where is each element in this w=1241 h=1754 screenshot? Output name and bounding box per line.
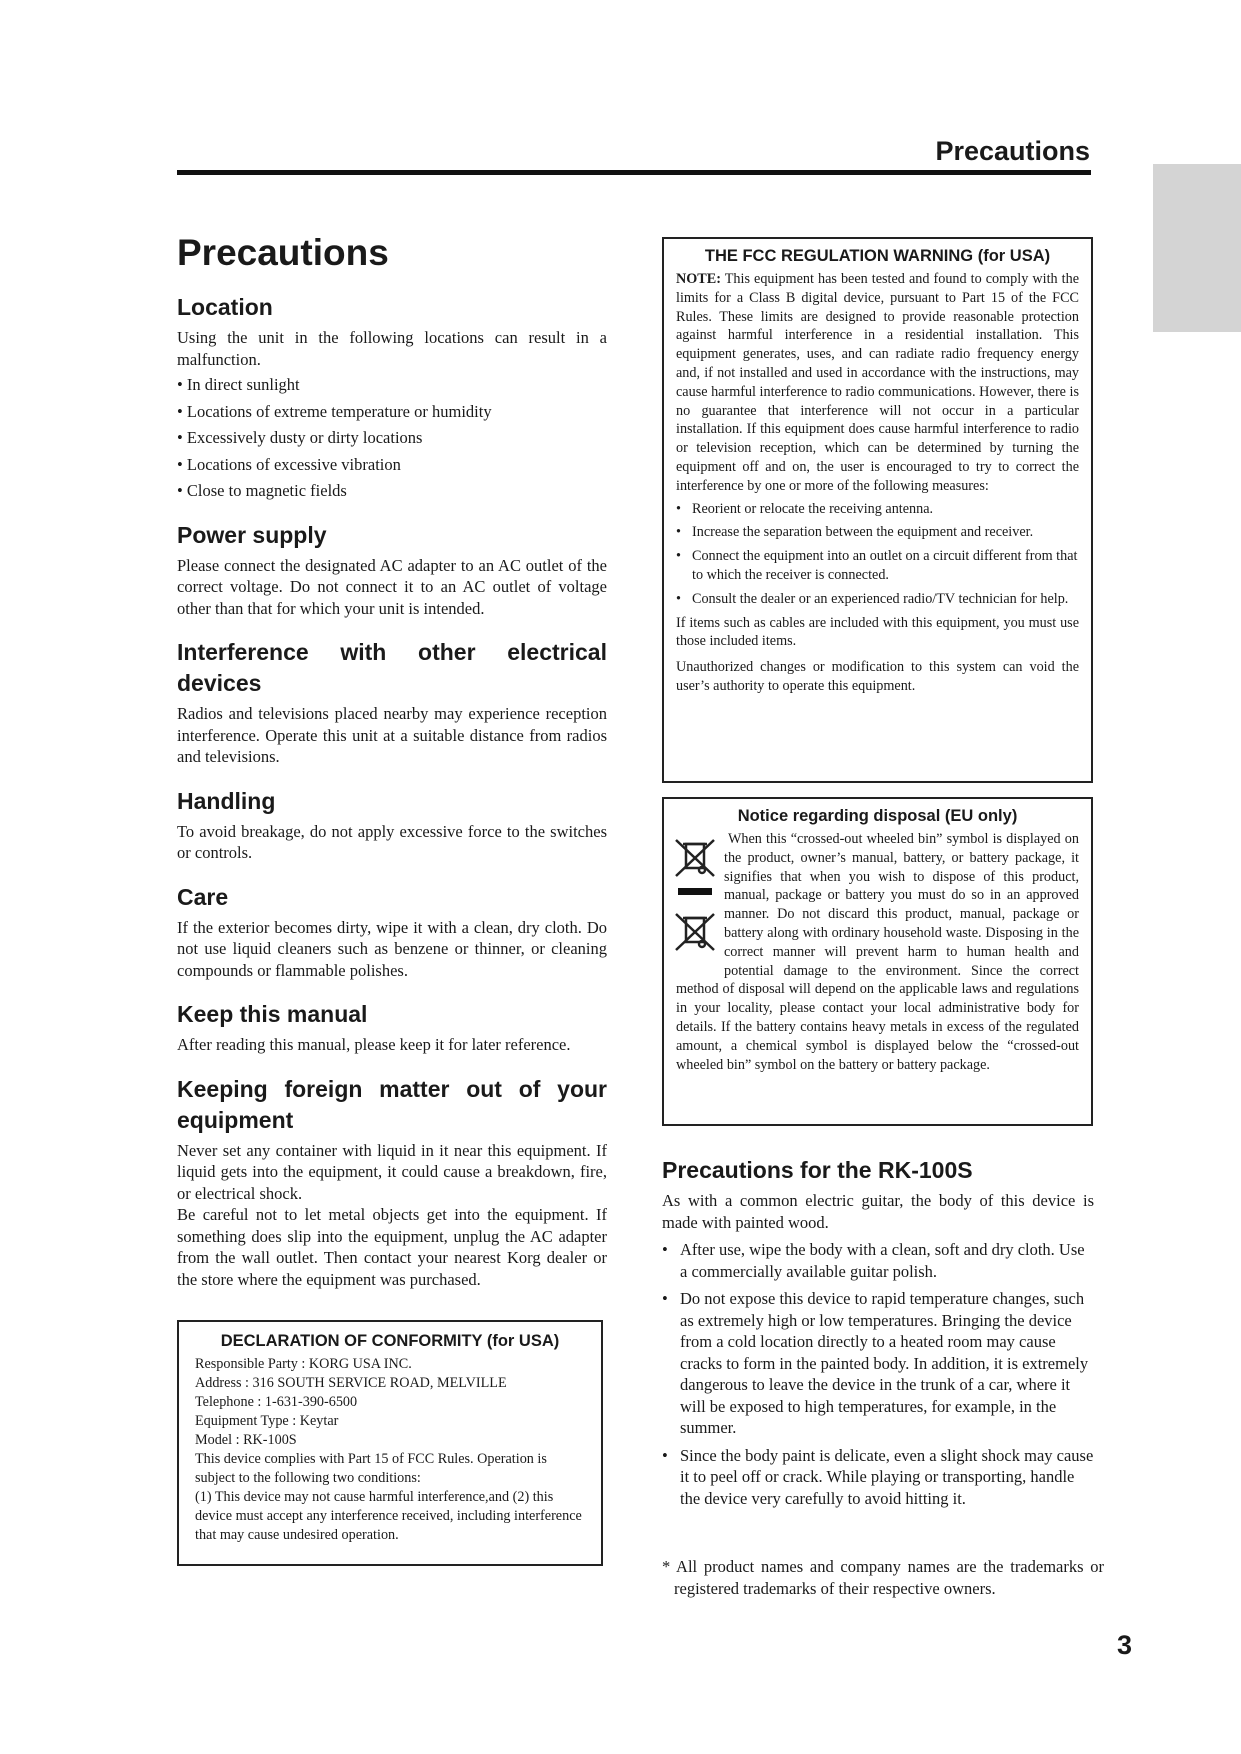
list-item: • Close to magnetic fields [177, 480, 607, 502]
interference-heading: Interference with other electrical devices [177, 639, 607, 696]
rk-intro: As with a common electric guitar, the body of this device is made with painted wood. [662, 1191, 1094, 1232]
rk-list [662, 1239, 1094, 1509]
foreign-body-1: Never set any container with liquid in it near this equipment. If liquid gets into the equipment, it could cause a breakdown, fire, or electrical shock. [177, 1140, 607, 1203]
care-body: If the exterior becomes dirty, wipe it with a clean, dry cloth. Do not use liquid cleaners such as benzene or thinner, or cleaning compounds or flammable polishes. [177, 917, 607, 980]
fcc-note [676, 270, 1079, 496]
trademark-footnote: * All product names and company names are the trademarks or registered trademarks of their respective owners. [662, 1557, 1104, 1598]
fcc-measures [676, 500, 1079, 609]
keep-body: After reading this manual, please keep it for later reference. [177, 1035, 571, 1054]
note-label: NOTE: [676, 271, 721, 287]
declaration-line: (1) This device may not cause harmful interference,and (2) this device must accept any interference received, including interference that may cause undesired operation. [195, 1489, 582, 1543]
disposal-heading: Notice regarding disposal (EU only) [737, 807, 1018, 825]
header-rule [177, 170, 1091, 175]
list-item: • Reorient or relocate the receiving antenna. [676, 500, 1079, 519]
list-item: • Increase the separation between the equipment and receiver. [676, 523, 1079, 542]
rk-heading: Precautions for the RK-100S [662, 1157, 973, 1183]
location-list [177, 374, 607, 502]
list-item: • Consult the dealer or an experienced radio/TV technician for help. [676, 590, 1079, 609]
left-column [177, 232, 607, 1294]
list-item: • Do not expose this device to rapid temperature changes, such as extremely high or low temperatures. Bringing the device from a cold location directly to a heated room may cause cracks to form in the painted body. In addition, it is extremely dangerous to leave the device in the trunk of a car, where it will be exposed to high temperatures, for example, in the summer. [662, 1288, 1094, 1439]
care-heading: Care [177, 883, 229, 910]
section-tab [1153, 164, 1241, 332]
list-item: • Locations of excessive vibration [177, 454, 607, 476]
power-body: Please connect the designated AC adapter to an AC outlet of the correct voltage. Do not connect it to an AC outlet of voltage other than that for which your unit is intended. [177, 555, 607, 618]
disposal-box [662, 797, 1093, 1126]
handling-body: To avoid breakage, do not apply excessive force to the switches or controls. [177, 821, 607, 862]
list-item: • Connect the equipment into an outlet on a circuit different from that to which the receiver is connected. [676, 547, 1079, 585]
disposal-body: When this “crossed-out wheeled bin” symbol is displayed on the product, owner’s manual, battery, or battery package, it signifies that when you wish to dispose of this product, manual, package or battery you must do so in an approved manner. Do not discard this product, manual, package or battery along with ordinary household waste. Disposing in the correct manner will prevent harm to human health and potential damage to the environment. Since the correct method of disposal will depend on the applicable laws and regulations in your locality, please contact your local administrative body for details. If the battery contains heavy metals in excess of the regulated amount, a chemical symbol is displayed below the “crossed-out wheeled bin” symbol on the battery or battery package. [676, 831, 1079, 1073]
declaration-line: Equipment Type : Keytar [195, 1413, 339, 1429]
location-intro: Using the unit in the following locations can result in a malfunction. [177, 328, 607, 369]
wheeled-bin-symbols [672, 836, 718, 971]
declaration-line: Telephone : 1-631-390-6500 [195, 1394, 358, 1410]
handling-heading: Handling [177, 787, 276, 814]
fcc-unauthorized: Unauthorized changes or modification to this system can void the user’s authority to operate this equipment. [676, 659, 1079, 694]
declaration-line: Address : 316 SOUTH SERVICE ROAD, MELVILLE [195, 1375, 507, 1391]
declaration-line: This device complies with Part 15 of FCC Rules. Operation is subject to the following two conditions: [195, 1451, 547, 1486]
foreign-body-2: Be careful not to let metal objects get into the equipment. If something does slip into the equipment, unplug the AC adapter from the wall outlet. Then contact your nearest Korg dealer or the store where the equipment was purchased. [177, 1205, 607, 1289]
declaration-heading: DECLARATION OF CONFORMITY (for USA) [220, 1332, 560, 1350]
right-column [662, 1155, 1094, 1515]
declaration-line: Model : RK-100S [195, 1432, 297, 1448]
page-title: Precautions [177, 232, 389, 273]
page-number: 3 [1117, 1630, 1133, 1660]
fcc-warning-box [662, 237, 1093, 783]
declaration-line: Responsible Party : KORG USA INC. [195, 1356, 412, 1372]
note-text: This equipment has been tested and found to comply with the limits for a Class B digital device, pursuant to Part 15 of the FCC Rules. These limits are designed to provide reasonable protection against harmful interference in a residential installation. This equipment generates, uses, and can radiate radio frequency energy and, if not installed and used in accordance with the instructions, may cause harmful interference to radio communications. However, there is no guarantee that interference will not occur in a particular installation. If this equipment does cause harmful interference to radio or television reception, which can be determined by turning the equipment off and on, the user is encouraged to try to correct the interference by one or more of the following measures: [676, 271, 1079, 494]
list-item: • In direct sunlight [177, 374, 607, 396]
keep-heading: Keep this manual [177, 1001, 368, 1027]
list-item: • After use, wipe the body with a clean, soft and dry cloth. Use a commercially available guitar polish. [662, 1239, 1094, 1282]
running-title: Precautions [935, 136, 1090, 166]
list-item: • Excessively dusty or dirty locations [177, 427, 607, 449]
location-heading: Location [177, 294, 273, 320]
list-item: • Locations of extreme temperature or humidity [177, 401, 607, 423]
crossed-out-bin-icon [672, 836, 718, 966]
list-item: • Since the body paint is delicate, even a slight shock may cause it to peel off or crack. While playing or transporting, handle the device very carefully to avoid hitting it. [662, 1445, 1094, 1510]
fcc-cables: If items such as cables are included with this equipment, you must use those included items. [676, 614, 1079, 650]
interference-body: Radios and televisions placed nearby may experience reception interference. Operate this unit at a suitable distance from radios and televisions. [177, 704, 607, 766]
declaration-box [177, 1320, 603, 1566]
fcc-heading: THE FCC REGULATION WARNING (for USA) [704, 247, 1051, 265]
power-heading: Power supply [177, 521, 327, 548]
foreign-heading: Keeping foreign matter out of your equipment [177, 1075, 607, 1133]
